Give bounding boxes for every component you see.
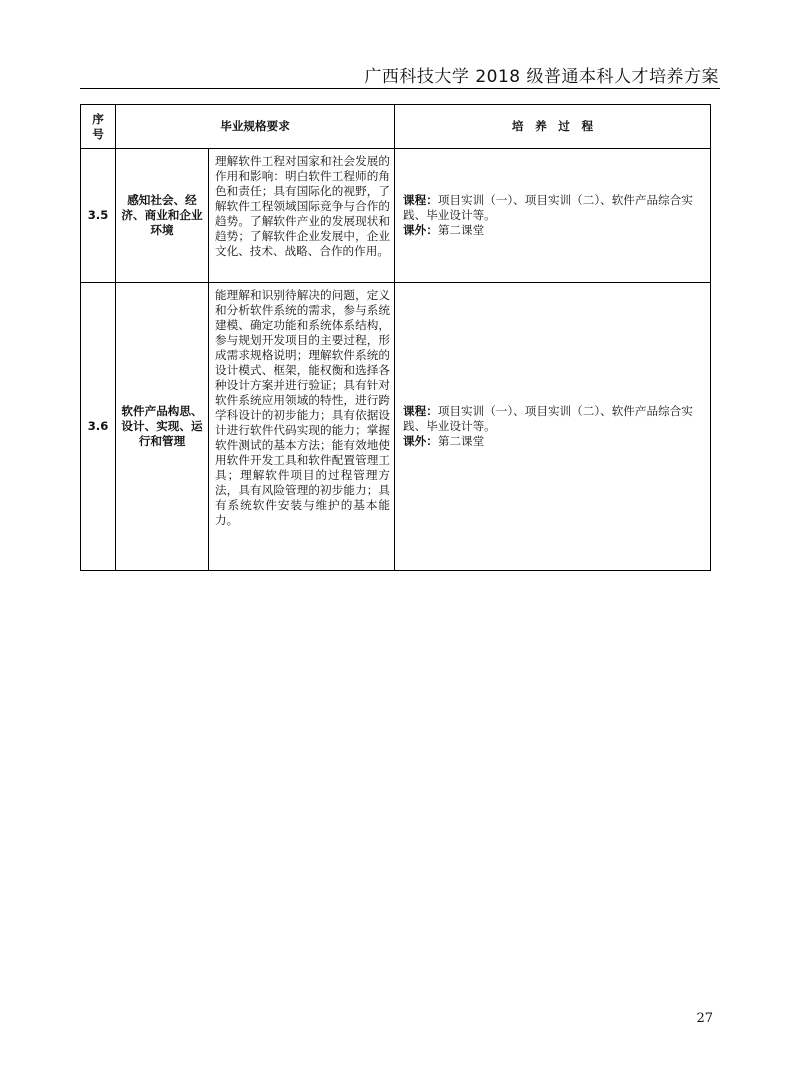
process-course: 课程：项目实训（一）、项目实训（二）、软件产品综合实践、毕业设计等。 (403, 193, 693, 222)
row-process (395, 149, 711, 283)
document-header-title: 广西科技大学 2018 级普通本科人才培养方案 (364, 67, 719, 87)
row-requirement: 理解软件工程对国家和社会发展的作用和影响：明白软件工程师的角色和责任；具有国际化的视野，了解软件工程领域国际竞争与合作的趋势。了解软件产业的发展现状和趋势；了解软件企业发展中，企业文化、技术、战略、合作的作用。 (209, 149, 395, 283)
row-category: 感知社会、经济、商业和企业环境 (116, 149, 209, 283)
header-process: 培 养 过 程 (395, 105, 711, 149)
row-number: 3.5 (81, 149, 116, 283)
header-divider (80, 88, 720, 89)
page-number: 27 (696, 1011, 713, 1026)
process-course: 课程：项目实训（一）、项目实训（二）、软件产品综合实践、毕业设计等。 (403, 404, 693, 433)
row-requirement: 能理解和识别待解决的问题，定义和分析软件系统的需求，参与系统建模、确定功能和系统体系结构，参与规划开发项目的主要过程，形成需求规格说明；理解软件系统的设计模式、框架，能权衡和选择各种设计方案并进行验证；具有针对软件系统应用领域的特性，进行跨学科设计的初步能力；具有依据设计进行软件代码实现的能力；掌握软件测试的基本方法；能有效地使用软件开发工具和软件配置管理工具；理解软件项目的过程管理方法，具有风险管理的初步能力；具有系统软件安装与维护的基本能力。 (209, 283, 395, 571)
row-process (395, 283, 711, 571)
row-category: 软件产品构思、设计、实现、运行和管理 (116, 283, 209, 571)
table-row (81, 283, 711, 571)
process-extracurricular: 课外：第二课堂 (403, 223, 485, 237)
row-number: 3.6 (81, 283, 116, 571)
process-extracurricular: 课外：第二课堂 (403, 434, 485, 448)
table-header-row (81, 105, 711, 149)
header-requirement: 毕业规格要求 (116, 105, 395, 149)
table-row (81, 149, 711, 283)
header-serial-number: 序 号 (81, 105, 116, 149)
graduation-requirements-table (80, 104, 711, 571)
